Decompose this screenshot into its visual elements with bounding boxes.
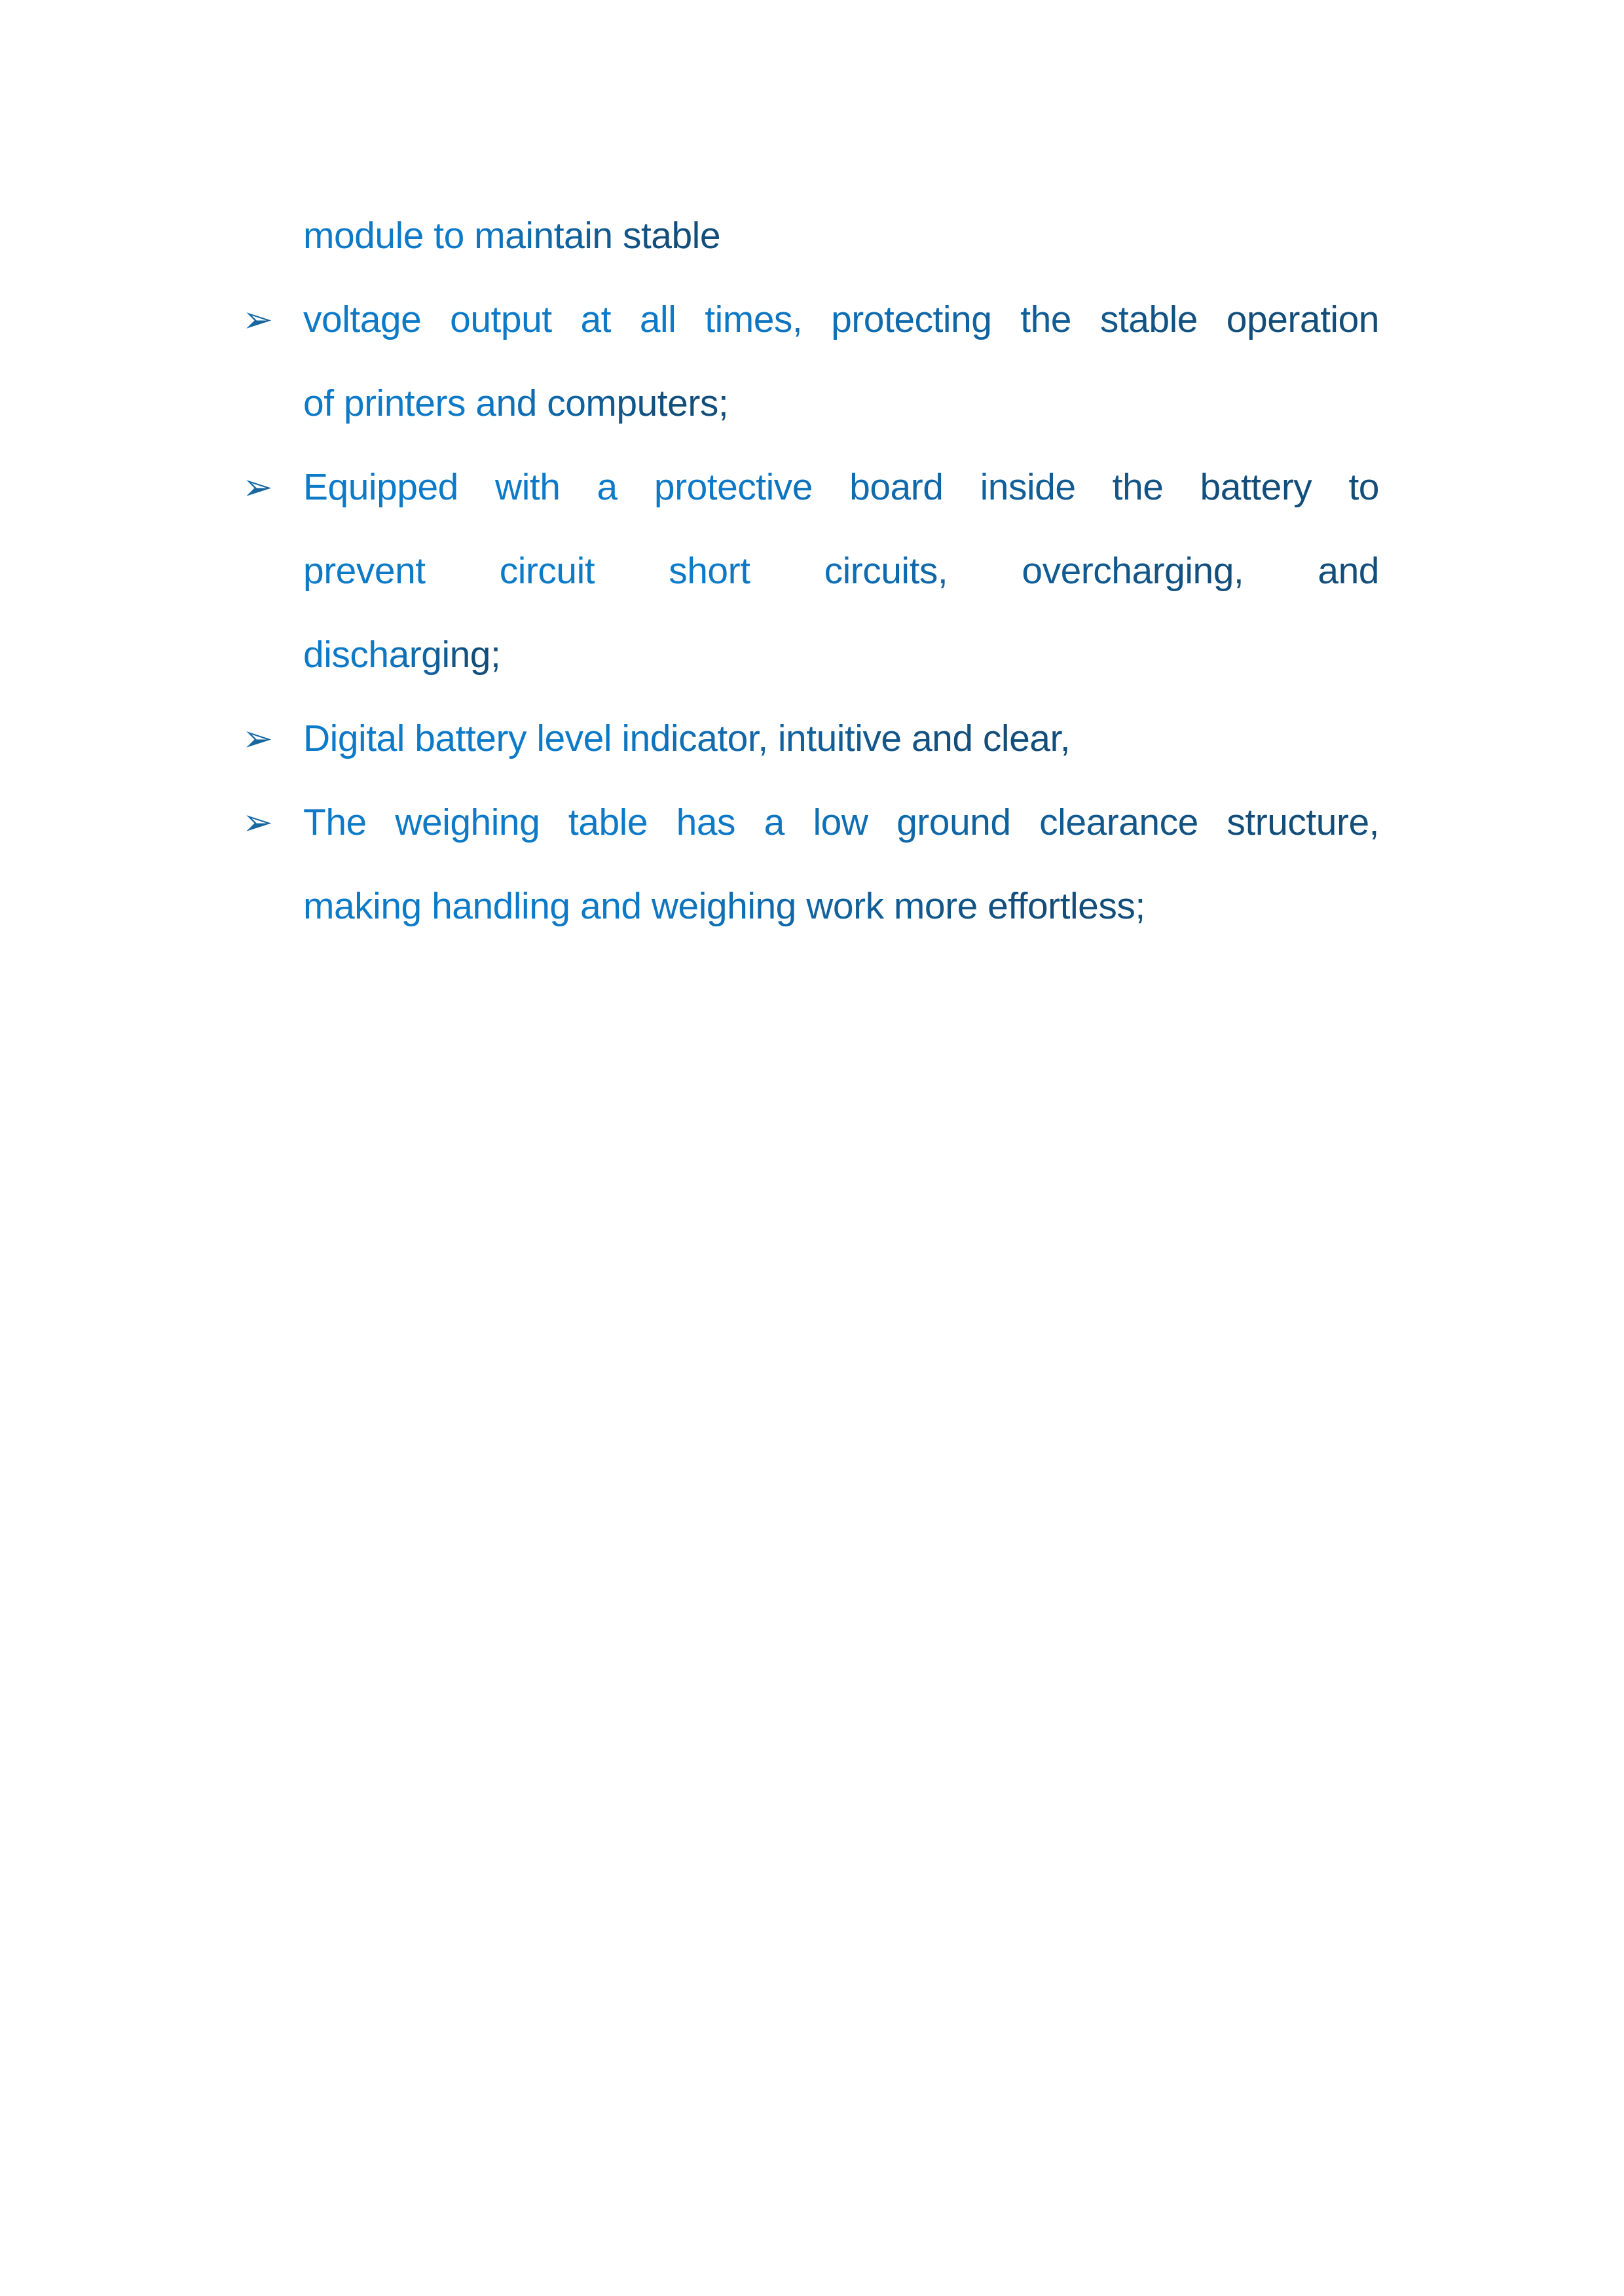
text-line: prevent circuit short circuits, overcharging, and (303, 529, 1379, 613)
text-line: Equipped with a protective board inside the battery to (303, 445, 1379, 529)
paragraph-continuation (303, 194, 1379, 278)
text-line: of printers and computers; (303, 361, 728, 445)
arrow-bullet-icon: ➢ (242, 697, 288, 780)
arrow-bullet-icon: ➢ (242, 445, 288, 529)
text-line: discharging; (303, 613, 500, 697)
text-line: module to maintain stable (303, 194, 720, 278)
text-line: voltage output at all times, protecting the stable operation (303, 278, 1379, 361)
arrow-bullet-icon: ➢ (242, 780, 288, 864)
list-item (242, 445, 1379, 697)
text-line: The weighing table has a low ground clearance structure, (303, 780, 1379, 864)
list-item (242, 780, 1379, 948)
text-line: making handling and weighing work more effortless; (303, 864, 1145, 948)
arrow-bullet-icon: ➢ (242, 278, 288, 361)
list-item (242, 278, 1379, 445)
document-body (242, 194, 1379, 948)
text-line: Digital battery level indicator, intuitive and clear, (303, 697, 1070, 780)
list-item (242, 697, 1379, 780)
